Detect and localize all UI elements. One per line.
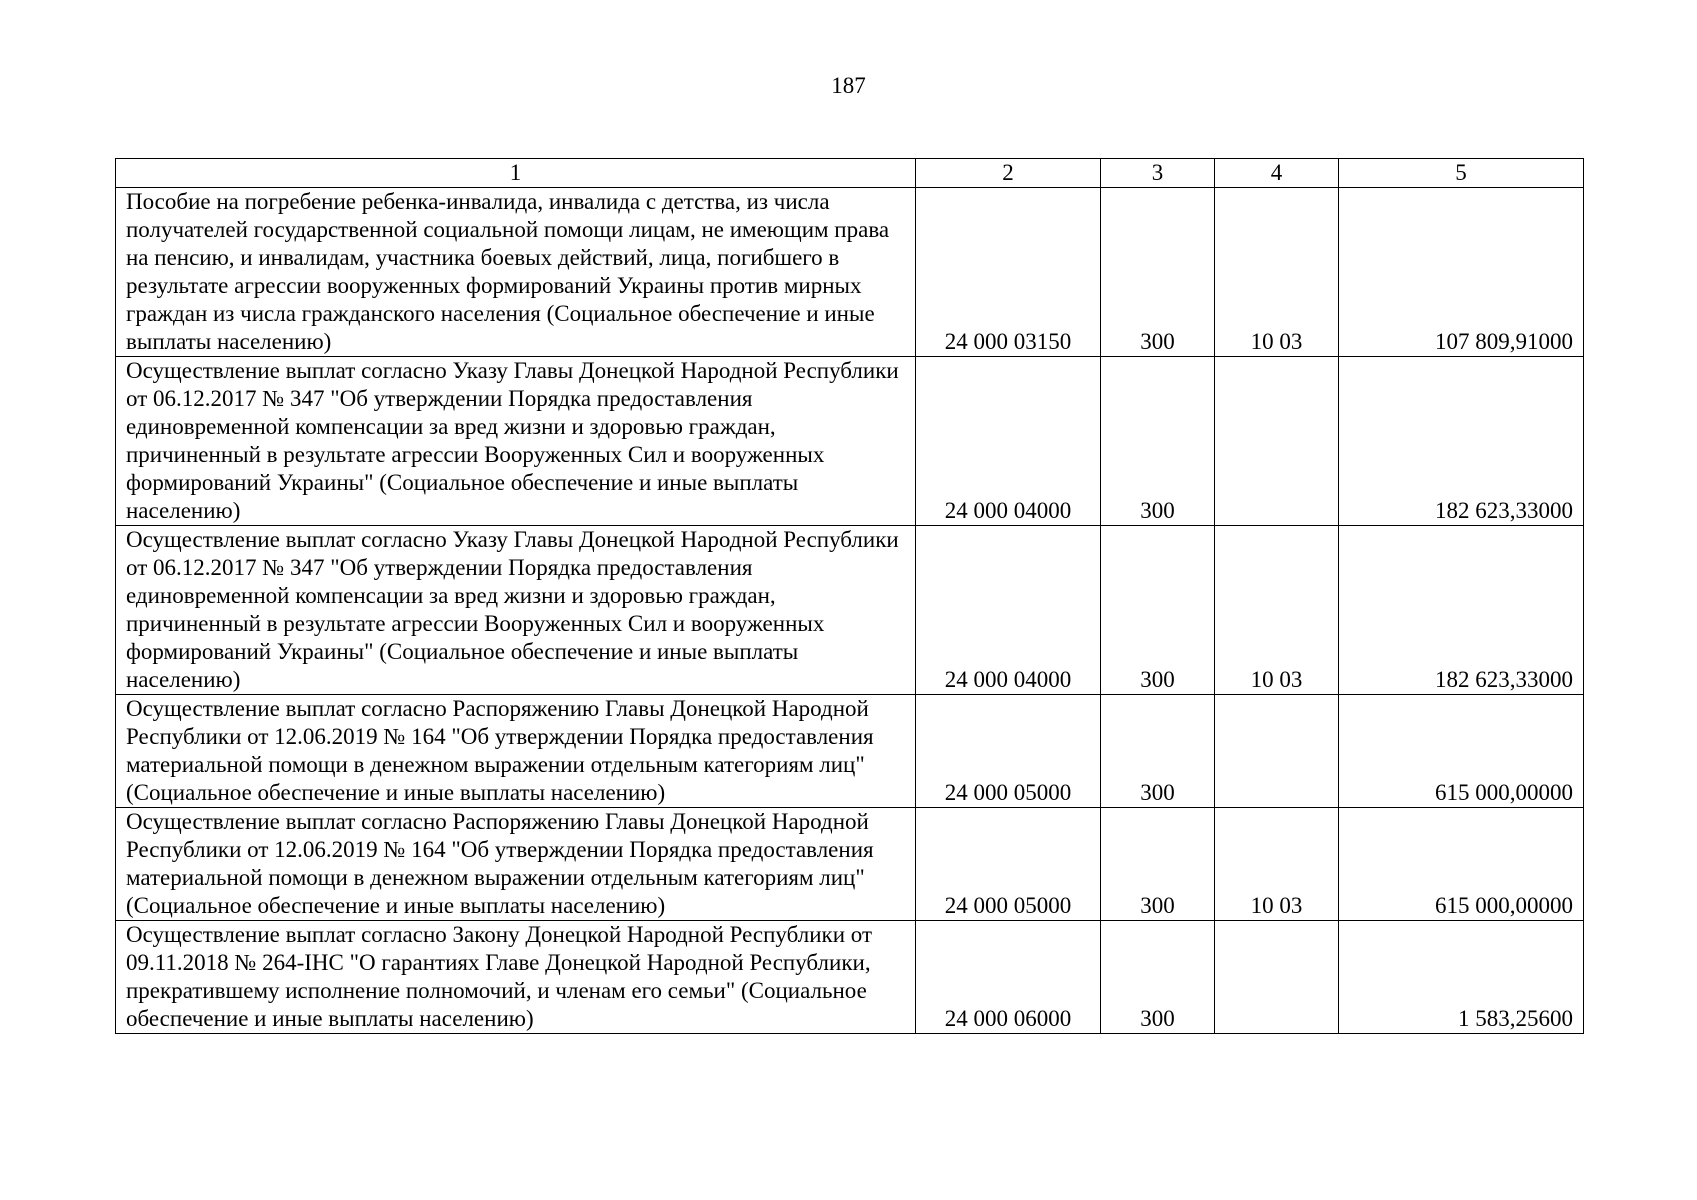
column-header-3: 3	[1101, 159, 1215, 188]
row-description: Осуществление выплат согласно Указу Главы Донецкой Народной Республики от 06.12.2017 № 347 "Об утверждении Порядка предоставления единовременной компенсации за вред жизни и здоровью граждан, причиненный в результате агрессии Вооруженных Сил и вооруженных формирований Украины" (Социальное обеспечение и иные выплаты населению)	[116, 526, 916, 695]
row-description: Осуществление выплат согласно Распоряжению Главы Донецкой Народной Республики от 12.06.2019 № 164 "Об утверждении Порядка предоставления материальной помощи в денежном выражении отдельным категориям лиц" (Социальное обеспечение и иные выплаты населению)	[116, 695, 916, 808]
row-section: 10 03	[1215, 808, 1339, 921]
row-expense-type: 300	[1101, 357, 1215, 526]
row-code: 24 000 05000	[916, 695, 1101, 808]
row-code: 24 000 04000	[916, 526, 1101, 695]
page-number: 187	[831, 73, 866, 98]
row-code: 24 000 06000	[916, 921, 1101, 1034]
column-header-5: 5	[1339, 159, 1584, 188]
row-section: 10 03	[1215, 526, 1339, 695]
row-amount: 615 000,00000	[1339, 695, 1584, 808]
table-row	[116, 526, 1584, 695]
row-expense-type: 300	[1101, 921, 1215, 1034]
row-expense-type: 300	[1101, 808, 1215, 921]
column-header-4: 4	[1215, 159, 1339, 188]
row-description: Пособие на погребение ребенка-инвалида, инвалида с детства, из числа получателей государственной социальной помощи лицам, не имеющим права на пенсию, и инвалидам, участника боевых действий, лица, погибшего в результате агрессии вооруженных формирований Украины против мирных граждан из числа гражданского населения (Социальное обеспечение и иные выплаты населению)	[116, 188, 916, 357]
table-row	[116, 808, 1584, 921]
column-header-2: 2	[916, 159, 1101, 188]
row-description: Осуществление выплат согласно Указу Главы Донецкой Народной Республики от 06.12.2017 № 347 "Об утверждении Порядка предоставления единовременной компенсации за вред жизни и здоровью граждан, причиненный в результате агрессии Вооруженных Сил и вооруженных формирований Украины" (Социальное обеспечение и иные выплаты населению)	[116, 357, 916, 526]
row-expense-type: 300	[1101, 188, 1215, 357]
row-amount: 615 000,00000	[1339, 808, 1584, 921]
row-section	[1215, 695, 1339, 808]
table-row	[116, 357, 1584, 526]
row-amount: 1 583,25600	[1339, 921, 1584, 1034]
row-section	[1215, 357, 1339, 526]
row-section	[1215, 921, 1339, 1034]
row-amount: 182 623,33000	[1339, 526, 1584, 695]
table-row	[116, 921, 1584, 1034]
row-section: 10 03	[1215, 188, 1339, 357]
row-expense-type: 300	[1101, 695, 1215, 808]
row-description: Осуществление выплат согласно Распоряжению Главы Донецкой Народной Республики от 12.06.2019 № 164 "Об утверждении Порядка предоставления материальной помощи в денежном выражении отдельным категориям лиц" (Социальное обеспечение и иные выплаты населению)	[116, 808, 916, 921]
table-row	[116, 695, 1584, 808]
budget-table	[115, 158, 1584, 1034]
row-code: 24 000 04000	[916, 357, 1101, 526]
row-expense-type: 300	[1101, 526, 1215, 695]
row-code: 24 000 03150	[916, 188, 1101, 357]
row-code: 24 000 05000	[916, 808, 1101, 921]
row-description: Осуществление выплат согласно Закону Донецкой Народной Республики от 09.11.2018 № 264-IНС "О гарантиях Главе Донецкой Народной Республики, прекратившему исполнение полномочий, и членам его семьи" (Социальное обеспечение и иные выплаты населению)	[116, 921, 916, 1034]
row-amount: 182 623,33000	[1339, 357, 1584, 526]
table-row	[116, 188, 1584, 357]
table-header-row	[116, 159, 1584, 188]
row-amount: 107 809,91000	[1339, 188, 1584, 357]
column-header-1: 1	[116, 159, 916, 188]
